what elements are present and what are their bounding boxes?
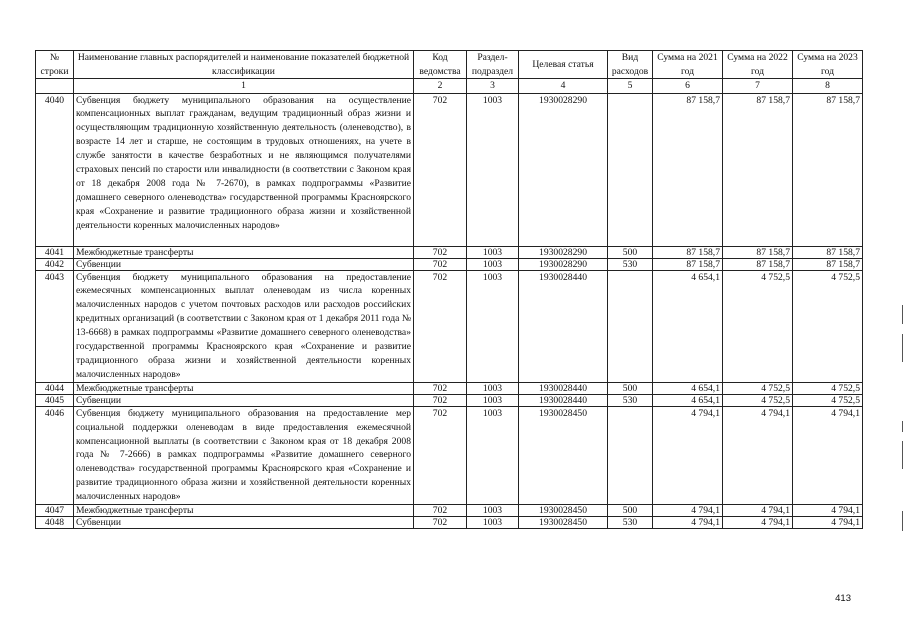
column-number: 3 bbox=[467, 79, 519, 94]
row-number: 4042 bbox=[36, 258, 74, 270]
section-code: 1003 bbox=[467, 258, 519, 270]
target-article: 1930028450 bbox=[519, 505, 608, 517]
sum-2022: 4 794,1 bbox=[723, 406, 793, 504]
table-row bbox=[36, 394, 863, 406]
table-header-row bbox=[36, 51, 863, 79]
department-code: 702 bbox=[414, 382, 467, 394]
target-article: 1930028440 bbox=[519, 394, 608, 406]
section-code: 1003 bbox=[467, 382, 519, 394]
expense-type: 530 bbox=[608, 517, 653, 529]
row-name: Субвенции bbox=[74, 517, 414, 529]
header-sum-2021: Сумма на 2021 год bbox=[653, 51, 723, 79]
scan-margin-mark bbox=[902, 421, 903, 432]
scan-margin-mark bbox=[902, 305, 903, 324]
header-sum-2023: Сумма на 2023 год bbox=[793, 51, 863, 79]
table-row bbox=[36, 517, 863, 529]
sum-2021: 87 158,7 bbox=[653, 246, 723, 258]
header-name: Наименование главных распорядителей и наименование показателей бюджетной классификации bbox=[74, 51, 414, 79]
row-number: 4044 bbox=[36, 382, 74, 394]
row-number: 4040 bbox=[36, 93, 74, 246]
scan-margin-mark bbox=[902, 441, 903, 469]
expense-type: 500 bbox=[608, 246, 653, 258]
table-row bbox=[36, 505, 863, 517]
sum-2023: 87 158,7 bbox=[793, 246, 863, 258]
department-code: 702 bbox=[414, 258, 467, 270]
header-sum-2022: Сумма на 2022 год bbox=[723, 51, 793, 79]
section-code: 1003 bbox=[467, 394, 519, 406]
column-number-row bbox=[36, 79, 863, 94]
sum-2023: 4 752,5 bbox=[793, 394, 863, 406]
row-number: 4048 bbox=[36, 517, 74, 529]
section-code: 1003 bbox=[467, 517, 519, 529]
row-number: 4043 bbox=[36, 270, 74, 382]
row-number: 4047 bbox=[36, 505, 74, 517]
sum-2023: 87 158,7 bbox=[793, 258, 863, 270]
sum-2023: 4 794,1 bbox=[793, 517, 863, 529]
department-code: 702 bbox=[414, 406, 467, 504]
department-code: 702 bbox=[414, 517, 467, 529]
target-article: 1930028290 bbox=[519, 258, 608, 270]
row-number: 4041 bbox=[36, 246, 74, 258]
header-section: Раздел-подраздел bbox=[467, 51, 519, 79]
row-name: Субвенции bbox=[74, 258, 414, 270]
department-code: 702 bbox=[414, 505, 467, 517]
row-name: Субвенция бюджету муниципального образования на предоставление мер социальной поддержки оленеводам в виде предоставления ежемесячной компенсационной выплаты (в соответствии с Законом края от 18 декабря 2008 года № 7-2666) в рамках подпрограммы «Развитие домашнего северного оленеводства» государственной программы Красноярского края «Сохранение и развитие традиционного образа жизни и хозяйственной деятельности коренных малочисленных народов» bbox=[74, 406, 414, 504]
sum-2022: 87 158,7 bbox=[723, 93, 793, 246]
expense-type bbox=[608, 270, 653, 382]
department-code: 702 bbox=[414, 93, 467, 246]
section-code: 1003 bbox=[467, 406, 519, 504]
sum-2022: 4 752,5 bbox=[723, 382, 793, 394]
column-number: 2 bbox=[414, 79, 467, 94]
department-code: 702 bbox=[414, 394, 467, 406]
expense-type: 530 bbox=[608, 258, 653, 270]
section-code: 1003 bbox=[467, 505, 519, 517]
column-number bbox=[36, 79, 74, 94]
column-number: 5 bbox=[608, 79, 653, 94]
sum-2023: 87 158,7 bbox=[793, 93, 863, 246]
target-article: 1930028450 bbox=[519, 406, 608, 504]
row-name: Межбюджетные трансферты bbox=[74, 505, 414, 517]
expense-type: 500 bbox=[608, 505, 653, 517]
section-code: 1003 bbox=[467, 246, 519, 258]
sum-2021: 87 158,7 bbox=[653, 258, 723, 270]
sum-2021: 87 158,7 bbox=[653, 93, 723, 246]
header-department-code: Код ведомства bbox=[414, 51, 467, 79]
expense-type bbox=[608, 406, 653, 504]
column-number: 4 bbox=[519, 79, 608, 94]
column-number: 6 bbox=[653, 79, 723, 94]
sum-2022: 4 794,1 bbox=[723, 517, 793, 529]
row-name: Межбюджетные трансферты bbox=[74, 246, 414, 258]
row-name: Межбюджетные трансферты bbox=[74, 382, 414, 394]
header-row-number: № строки bbox=[36, 51, 74, 79]
row-name: Субвенции bbox=[74, 394, 414, 406]
expense-type: 500 bbox=[608, 382, 653, 394]
column-number: 1 bbox=[74, 79, 414, 94]
table-row bbox=[36, 382, 863, 394]
column-number: 7 bbox=[723, 79, 793, 94]
expense-type bbox=[608, 93, 653, 246]
table-row bbox=[36, 258, 863, 270]
sum-2023: 4 794,1 bbox=[793, 505, 863, 517]
target-article: 1930028290 bbox=[519, 246, 608, 258]
scan-margin-mark bbox=[902, 511, 903, 531]
sum-2022: 4 752,5 bbox=[723, 394, 793, 406]
scan-margin-mark bbox=[902, 334, 903, 362]
sum-2022: 87 158,7 bbox=[723, 246, 793, 258]
row-name: Субвенция бюджету муниципального образования на осуществление компенсационных выплат гражданам, ведущим традиционный образ жизни и осуществляющим традиционную хозяйственную деятельность (оленеводство), в возрасте 14 лет и старше, не состоящим в трудовых отношениях, на учете в службе занятости в качестве безработных и не являющимся получателями страховых пенсий по старости или инвалидности (в соответствии с Законом края от 18 декабря 2008 года № 7-2670), в рамках подпрограммы «Развитие домашнего северного оленеводства» государственной программы Красноярского края «Сохранение и развитие традиционного образа жизни и хозяйственной деятельности коренных малочисленных народов» bbox=[74, 93, 414, 246]
target-article: 1930028450 bbox=[519, 517, 608, 529]
row-number: 4046 bbox=[36, 406, 74, 504]
department-code: 702 bbox=[414, 270, 467, 382]
header-expense-type: Вид расходов bbox=[608, 51, 653, 79]
sum-2022: 87 158,7 bbox=[723, 258, 793, 270]
sum-2021: 4 794,1 bbox=[653, 406, 723, 504]
column-number: 8 bbox=[793, 79, 863, 94]
expense-type: 530 bbox=[608, 394, 653, 406]
target-article: 1930028440 bbox=[519, 270, 608, 382]
table-row bbox=[36, 270, 863, 382]
sum-2023: 4 752,5 bbox=[793, 382, 863, 394]
sum-2023: 4 794,1 bbox=[793, 406, 863, 504]
section-code: 1003 bbox=[467, 93, 519, 246]
page-number: 413 bbox=[835, 593, 851, 604]
sum-2022: 4 752,5 bbox=[723, 270, 793, 382]
sum-2021: 4 654,1 bbox=[653, 270, 723, 382]
table-row bbox=[36, 406, 863, 504]
budget-table bbox=[35, 50, 863, 529]
sum-2021: 4 654,1 bbox=[653, 394, 723, 406]
target-article: 1930028440 bbox=[519, 382, 608, 394]
table-row bbox=[36, 93, 863, 246]
header-target-article: Целевая статья bbox=[519, 51, 608, 79]
sum-2021: 4 794,1 bbox=[653, 517, 723, 529]
target-article: 1930028290 bbox=[519, 93, 608, 246]
row-number: 4045 bbox=[36, 394, 74, 406]
sum-2021: 4 794,1 bbox=[653, 505, 723, 517]
sum-2023: 4 752,5 bbox=[793, 270, 863, 382]
section-code: 1003 bbox=[467, 270, 519, 382]
row-name: Субвенция бюджету муниципального образования на предоставление ежемесячных компенсационных выплат оленеводам из числа коренных малочисленных народов с учетом почтовых расходов или расходов российских кредитных организаций (в соответствии с Законом края от 1 декабря 2011 года № 13-6668) в рамках подпрограммы «Развитие домашнего северного оленеводства» государственной программы Красноярского края «Сохранение и развитие традиционного образа жизни и хозяйственной деятельности коренных малочисленных народов» bbox=[74, 270, 414, 382]
table-row bbox=[36, 246, 863, 258]
department-code: 702 bbox=[414, 246, 467, 258]
sum-2021: 4 654,1 bbox=[653, 382, 723, 394]
sum-2022: 4 794,1 bbox=[723, 505, 793, 517]
